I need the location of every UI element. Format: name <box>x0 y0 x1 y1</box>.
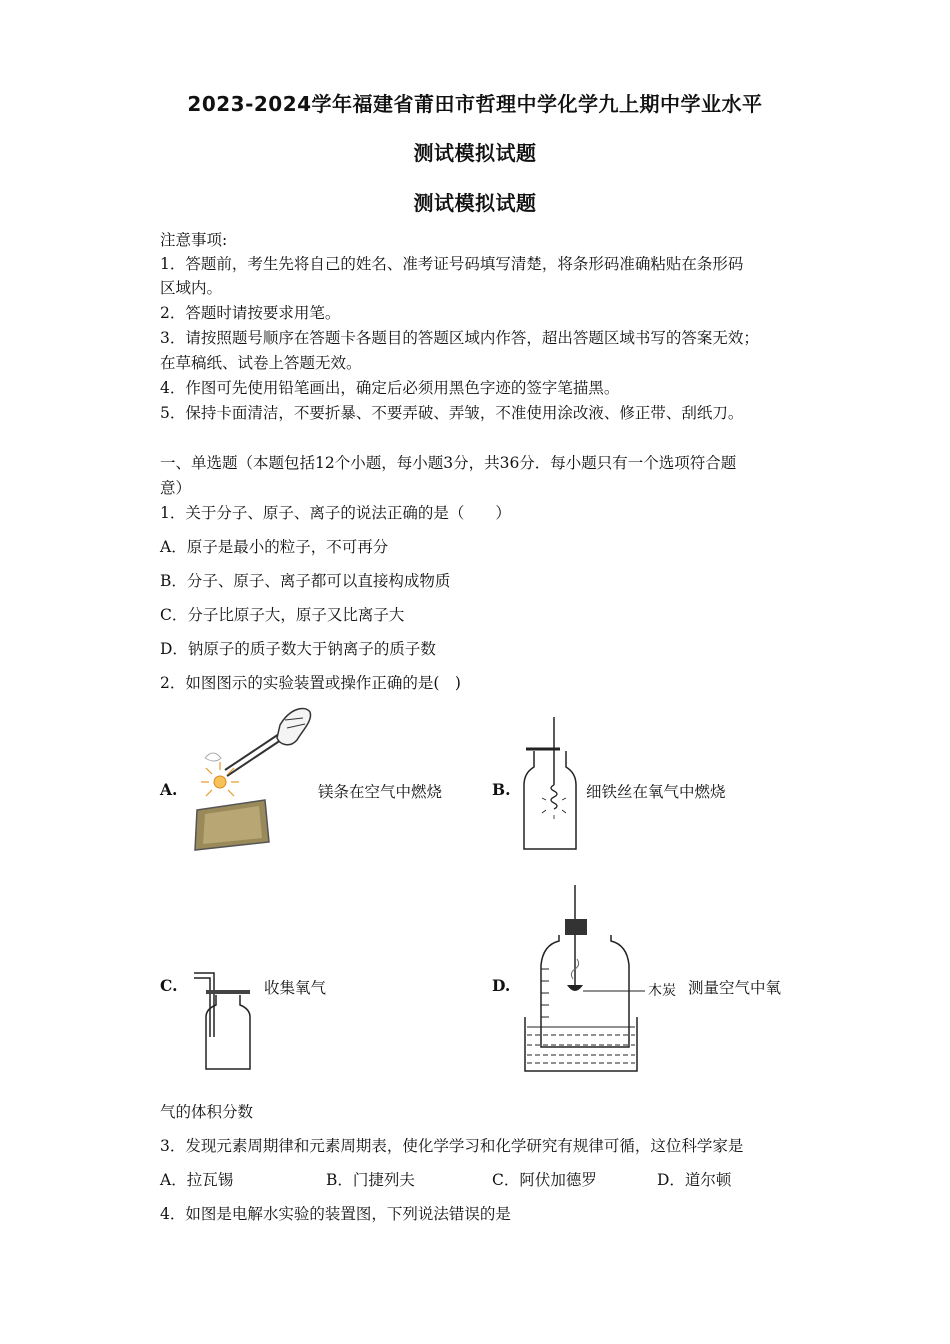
section-heading: 一、单选题（本题包括12个小题，每小题3分，共36分．每小题只有一个选项符合题 <box>160 454 737 472</box>
q2-stem: 2．如图图示的实验装置或操作正确的是( ) <box>160 674 461 692</box>
q3-option-c: C．阿伏加德罗 <box>492 1171 597 1189</box>
q1-option-d: D．钠原子的质子数大于钠离子的质子数 <box>160 640 436 658</box>
notice-heading: 注意事项: <box>160 231 228 249</box>
bell-jar-oxygen-figure <box>525 885 645 1075</box>
q2-figure-b-label: B. <box>492 780 511 799</box>
notice-item: 4．作图可先使用铅笔画出，确定后必须用黑色字迹的签字笔描黑。 <box>160 379 620 397</box>
gas-collection-bottle-figure <box>190 965 260 1075</box>
iron-wire-bottle-figure <box>518 715 588 855</box>
q4-stem: 4．如图是电解水实验的装置图，下列说法错误的是 <box>160 1205 511 1223</box>
notice-item: 区域内。 <box>160 279 223 297</box>
notice-item: 2．答题时请按要求用笔。 <box>160 304 341 322</box>
q2-figure-d-caption-tail: 气的体积分数 <box>160 1103 254 1121</box>
q2-figure-b-caption: 细铁丝在氧气中燃烧 <box>586 783 726 801</box>
q2-figure-d-caption: 测量空气中氧 <box>688 979 782 997</box>
q1-option-a: A．原子是最小的粒子，不可再分 <box>160 538 389 556</box>
q3-option-a: A．拉瓦锡 <box>160 1171 234 1189</box>
notice-item: 1．答题前，考生先将自己的姓名、准考证号码填写清楚，将条形码准确粘贴在条形码 <box>160 255 744 273</box>
notice-item: 5．保持卡面清洁，不要折暴、不要弄破、弄皱，不准使用涂改液、修正带、刮纸刀。 <box>160 404 744 422</box>
q2-figure-c-caption: 收集氧气 <box>264 979 327 997</box>
section-heading-cont: 意） <box>160 479 192 497</box>
q2-figure-c-label: C. <box>160 976 178 995</box>
q2-figure-a-label: A. <box>160 780 178 799</box>
notice-item: 在草稿纸、试卷上答题无效。 <box>160 354 362 372</box>
q3-stem: 3．发现元素周期律和元素周期表，使化学学习和化学研究有规律可循，这位科学家是 <box>160 1137 744 1155</box>
q1-option-b: B．分子、原子、离子都可以直接构成物质 <box>160 572 451 590</box>
q3-option-d: D．道尔顿 <box>657 1171 732 1189</box>
q1-option-c: C．分子比原子大，原子又比离子大 <box>160 606 405 624</box>
q1-stem: 1．关于分子、原子、离子的说法正确的是（ ） <box>160 504 511 522</box>
charcoal-label: 木炭 <box>648 983 676 999</box>
title-line-2: 测试模拟试题 <box>413 141 537 165</box>
notice-item: 3．请按照题号顺序在答题卡各题目的答题区域内作答，超出答题区域书写的答案无效； <box>160 329 759 347</box>
title-line-1: 2023-2024学年福建省莆田市哲理中学化学九上期中学业水平 <box>187 92 763 116</box>
magnesium-burning-figure <box>185 700 315 855</box>
q3-option-b: B．门捷列夫 <box>326 1171 415 1189</box>
title-line-3: 测试模拟试题 <box>413 191 537 215</box>
q2-figure-a-caption: 镁条在空气中燃烧 <box>318 783 443 801</box>
q2-figure-d-label: D. <box>492 976 511 995</box>
